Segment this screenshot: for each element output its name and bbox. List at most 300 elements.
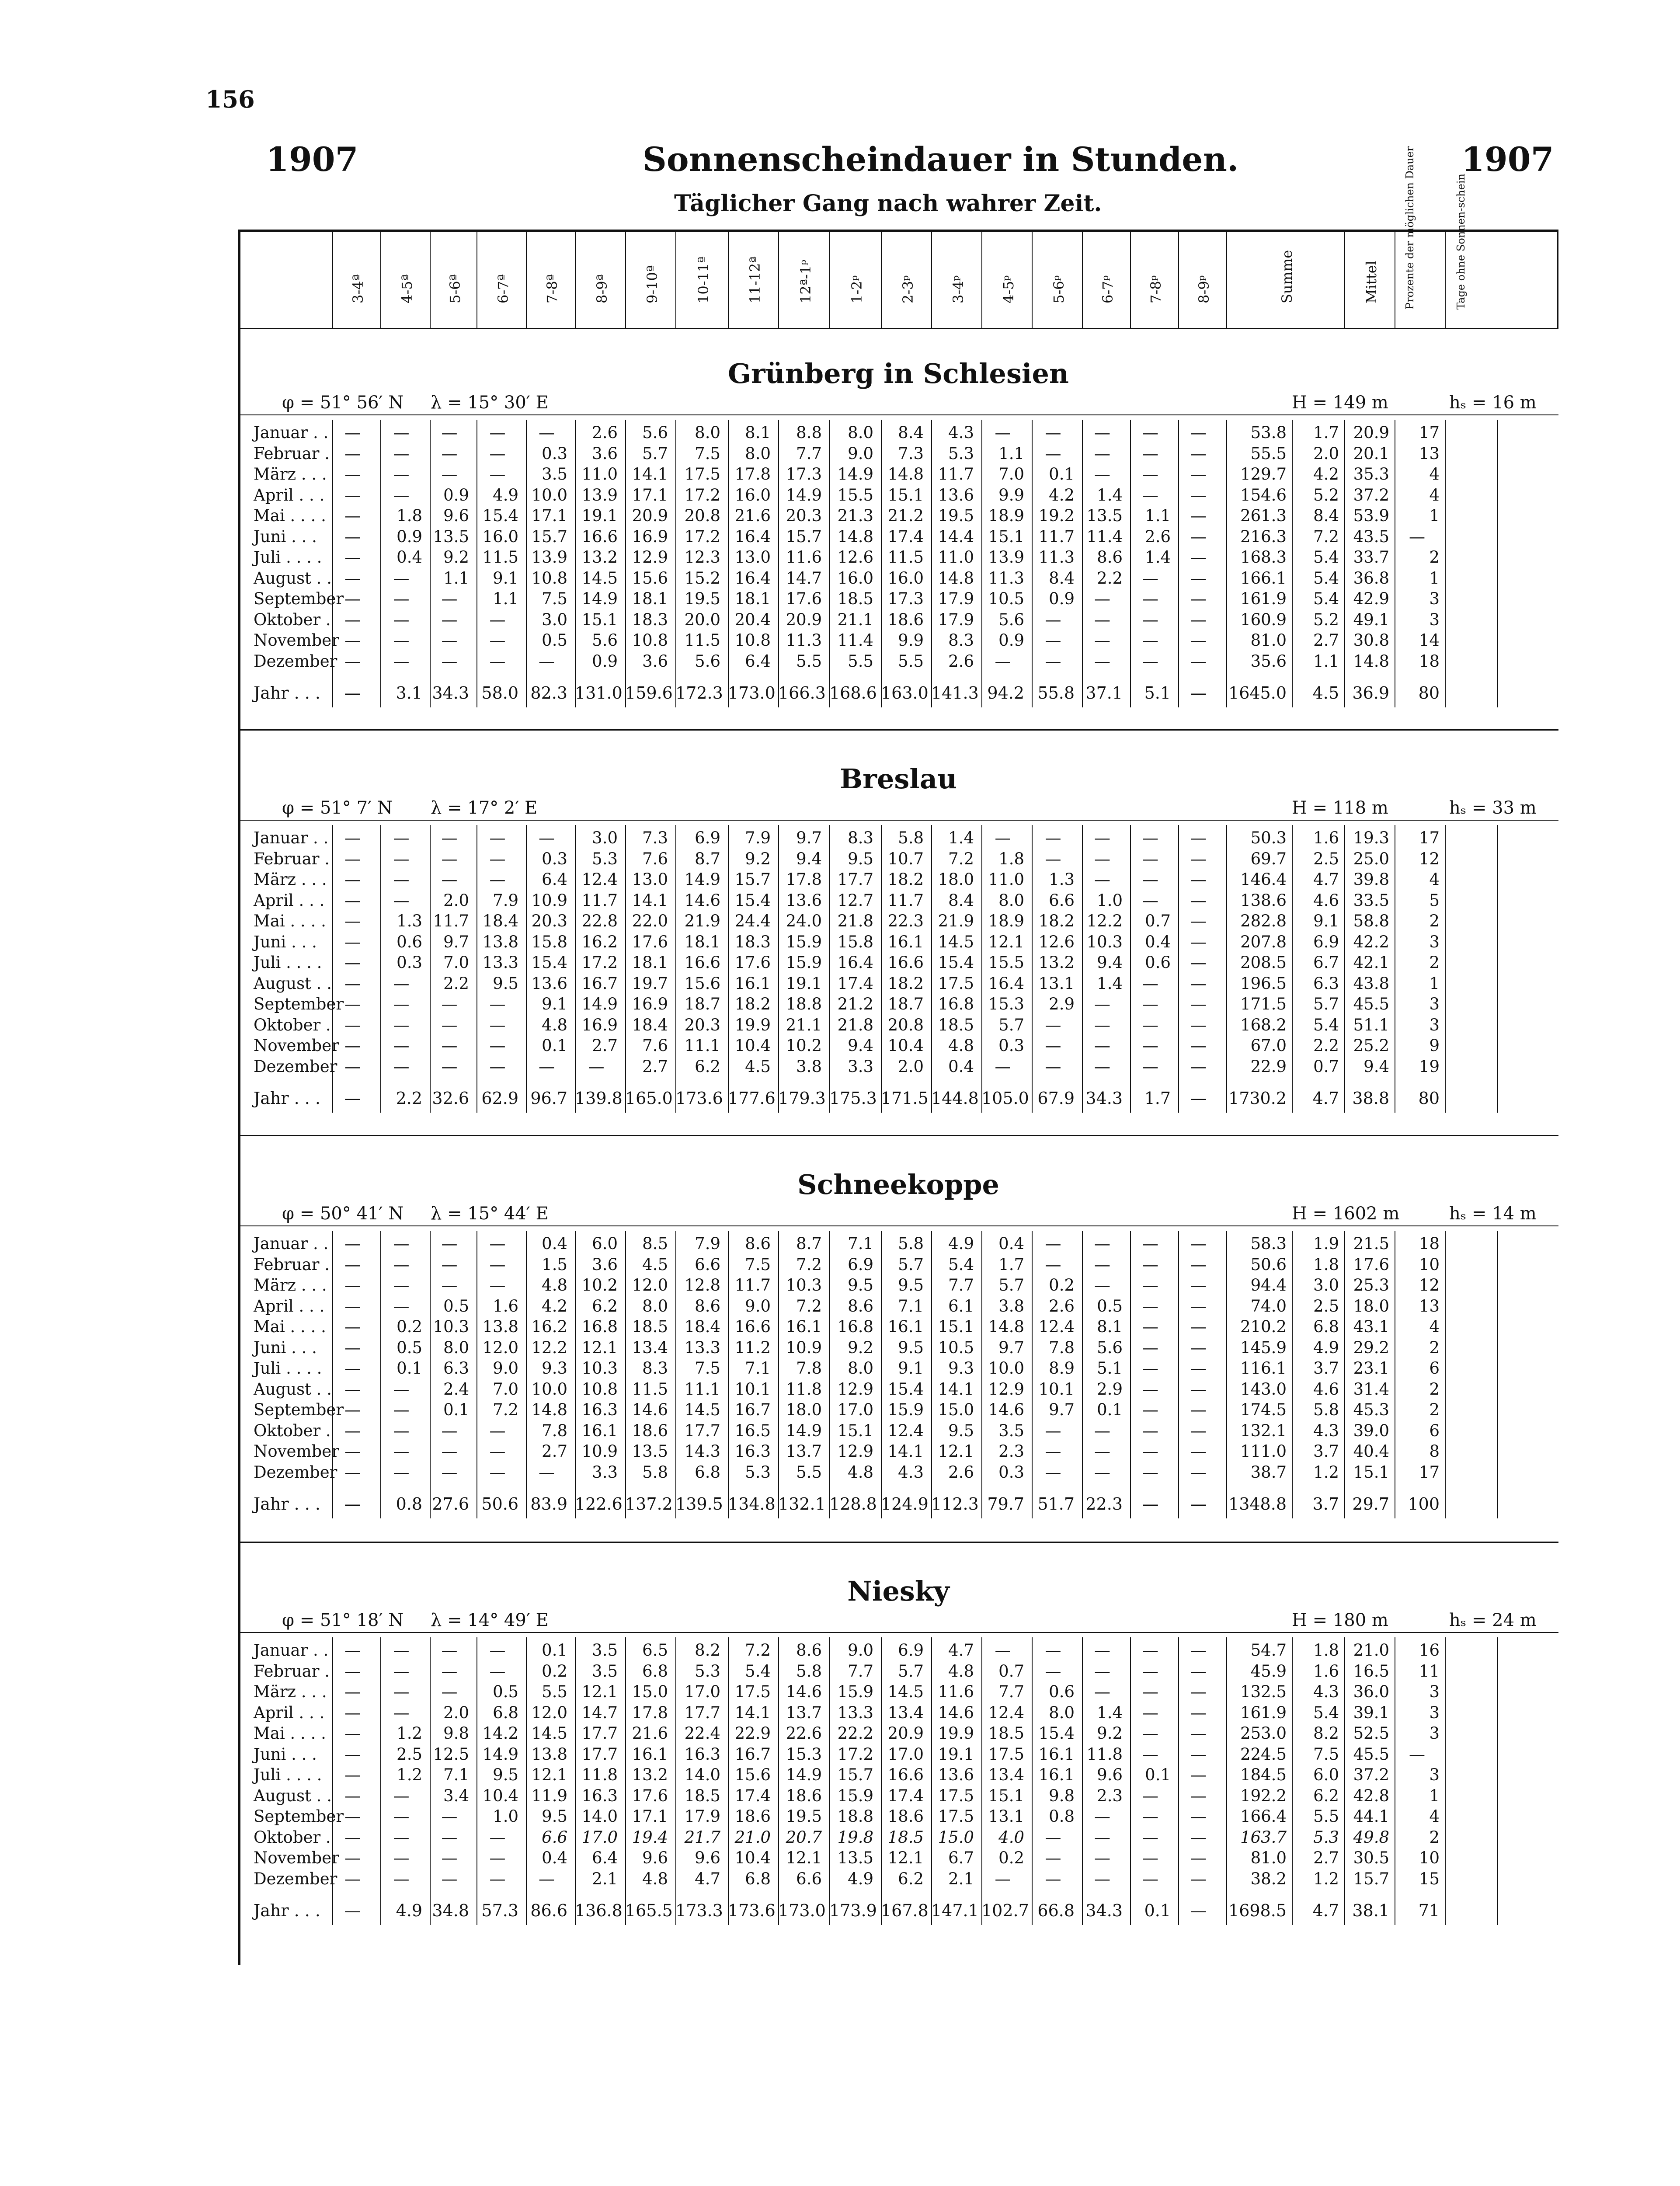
cell-value: 1.0 — [1097, 891, 1123, 910]
month-row — [238, 953, 1558, 974]
cell-value: — — [344, 548, 361, 567]
cell-value: 51.7 — [1037, 1494, 1075, 1514]
cell-value: 16.0 — [837, 568, 873, 588]
cell-value: 7.1 — [898, 1296, 924, 1316]
cell-value: — — [1142, 1379, 1158, 1399]
cell-value: 15.0 — [938, 1400, 974, 1419]
cell-value: — — [1190, 891, 1207, 910]
cell-value: 10.0 — [531, 485, 567, 505]
cell-value: 161.9 — [1240, 1703, 1287, 1722]
cell-value: 8.6 — [745, 1234, 771, 1253]
row-label: Juli . . . . — [254, 548, 322, 567]
row-label: Juni . . . — [254, 1744, 317, 1764]
cell-value: — — [344, 1786, 361, 1805]
cell-value: 14.8 — [887, 465, 924, 484]
cell-value: 5.8 — [898, 828, 924, 847]
cell-value: 4.9 — [1313, 1338, 1339, 1357]
cell-value: 9.5 — [948, 1421, 974, 1440]
cell-value: — — [1190, 1703, 1207, 1722]
cell-value: 17.6 — [632, 1786, 668, 1805]
cell-value: 5.8 — [1313, 1400, 1339, 1419]
cell-value: 21.8 — [837, 912, 873, 930]
cell-value: — — [1142, 631, 1158, 650]
cell-value: 8.6 — [796, 1641, 822, 1660]
cell-value: — — [1094, 1036, 1110, 1055]
cell-value: 50.3 — [1250, 828, 1287, 847]
cell-value: 13.7 — [786, 1703, 822, 1722]
row-label: April . . . — [254, 485, 325, 505]
cell-value: 16.6 — [887, 953, 924, 972]
row-label: Januar . . — [254, 1234, 329, 1253]
cell-value: — — [393, 485, 410, 505]
cell-value: 174.5 — [1240, 1400, 1287, 1419]
cell-value: — — [441, 465, 458, 484]
cell-value: 6.2 — [1313, 1786, 1339, 1805]
column-header-label: 1-2ᵖ — [849, 275, 865, 303]
cell-value: — — [393, 849, 410, 868]
cell-value: 4.7 — [1313, 870, 1339, 889]
cell-value: 8.2 — [1313, 1724, 1339, 1743]
cell-value: 14.0 — [684, 1765, 720, 1784]
cell-value: 179.3 — [778, 1089, 826, 1108]
cell-value: 19.9 — [734, 1015, 771, 1034]
cell-value: 18.1 — [632, 953, 668, 972]
cell-value: — — [344, 568, 361, 588]
cell-value: 21.2 — [887, 506, 924, 525]
cell-value: 6.8 — [642, 1661, 668, 1681]
month-row — [238, 1036, 1558, 1057]
cell-value: 17.0 — [684, 1682, 720, 1701]
cell-value: 14.2 — [482, 1724, 518, 1743]
month-row — [238, 1421, 1558, 1442]
cell-value: — — [1142, 1276, 1158, 1295]
cell-value: 14.1 — [734, 1703, 771, 1722]
month-row — [238, 1828, 1558, 1848]
cell-value: 16.0 — [734, 485, 771, 505]
cell-value: 66.8 — [1037, 1901, 1075, 1920]
cell-value: — — [1142, 828, 1158, 847]
cell-value: 134.8 — [728, 1494, 776, 1514]
cell-value: — — [1142, 1661, 1158, 1681]
cell-value: — — [393, 651, 410, 671]
cell-value: 15.9 — [786, 932, 822, 951]
cell-value: 20.4 — [734, 610, 771, 629]
latitude: φ = 51° 56′ N — [282, 393, 404, 413]
cell-value: 7.2 — [1313, 527, 1339, 546]
cell-value: 171.5 — [1240, 995, 1287, 1013]
cell-value: 18.8 — [786, 995, 822, 1013]
cell-value: 29.2 — [1353, 1338, 1389, 1357]
cell-value: 94.4 — [1250, 1276, 1287, 1295]
cell-value: — — [489, 465, 506, 484]
cell-value: — — [344, 1057, 361, 1076]
cell-value: 5.5 — [1313, 1807, 1339, 1826]
cell-value: 5.7 — [642, 444, 668, 463]
row-label: Februar . — [254, 849, 330, 868]
cell-value: — — [995, 1057, 1011, 1076]
cell-value: 2 — [1429, 1338, 1440, 1357]
cell-value: — — [489, 444, 506, 463]
cell-value: — — [1094, 1255, 1110, 1274]
cell-value: 10.3 — [1086, 932, 1123, 951]
sensor-height: hₛ = 33 m — [1449, 798, 1537, 818]
cell-value: 17.8 — [786, 870, 822, 889]
cell-value: — — [539, 651, 555, 671]
cell-value: — — [1142, 849, 1158, 868]
cell-value: — — [344, 974, 361, 993]
cell-value: — — [489, 1848, 506, 1867]
cell-value: 0.5 — [1097, 1296, 1123, 1316]
cell-value: — — [393, 1234, 410, 1253]
cell-value: 9.7 — [443, 932, 469, 951]
cell-value: 36.8 — [1353, 568, 1389, 588]
cell-value: — — [1045, 631, 1061, 650]
annual-total-row — [238, 1494, 1558, 1515]
cell-value: 112.3 — [931, 1494, 979, 1514]
month-row — [238, 828, 1558, 849]
cell-value: 1.7 — [1144, 1089, 1171, 1108]
cell-value: 16.7 — [734, 1400, 771, 1419]
cell-value: 11.3 — [786, 631, 822, 650]
cell-value: — — [1142, 1421, 1158, 1440]
cell-value: 58.3 — [1250, 1234, 1287, 1253]
cell-value: — — [344, 444, 361, 463]
row-label: Jahr . . . — [254, 1494, 321, 1514]
cell-value: — — [344, 1869, 361, 1888]
cell-value: 16.0 — [482, 527, 518, 546]
row-label: Juli . . . . — [254, 1359, 322, 1378]
cell-value: 69.7 — [1250, 849, 1287, 868]
cell-value: 14.9 — [581, 995, 618, 1013]
cell-value: 0.3 — [998, 1036, 1024, 1055]
cell-value: 16.0 — [887, 568, 924, 588]
cell-value: 9.1 — [898, 1359, 924, 1378]
cell-value: — — [1045, 828, 1061, 847]
cell-value: 1698.5 — [1228, 1901, 1287, 1920]
cell-value: 14.8 — [988, 1317, 1024, 1336]
row-label: März . . . — [254, 1276, 327, 1295]
cell-value: 15 — [1419, 1869, 1440, 1888]
cell-value: 2.7 — [592, 1036, 618, 1055]
cell-value: 22.2 — [837, 1724, 873, 1743]
month-row — [238, 1016, 1558, 1036]
cell-value: 18 — [1419, 1234, 1440, 1253]
cell-value: 1730.2 — [1228, 1089, 1287, 1108]
cell-value: 8.4 — [948, 891, 974, 910]
cell-value: 13.3 — [684, 1338, 720, 1357]
cell-value: 17.6 — [632, 932, 668, 951]
station-title: Grünberg in Schlesien — [728, 358, 1069, 390]
month-row — [238, 589, 1558, 610]
row-label: Oktober . — [254, 1015, 331, 1034]
cell-value: 17.5 — [938, 1786, 974, 1805]
cell-value: 14.0 — [581, 1807, 618, 1826]
cell-value: — — [539, 423, 555, 442]
cell-value: — — [344, 1089, 361, 1108]
cell-value: 171.5 — [881, 1089, 929, 1108]
row-label: Juni . . . — [254, 932, 317, 951]
cell-value: — — [1190, 527, 1207, 546]
cell-value: — — [441, 1421, 458, 1440]
row-label: November — [254, 631, 339, 650]
cell-value: 18.2 — [1038, 912, 1075, 930]
cell-value: 14 — [1419, 631, 1440, 650]
cell-value: 261.3 — [1240, 506, 1287, 525]
cell-value: 208.5 — [1240, 953, 1287, 972]
cell-value: — — [441, 1255, 458, 1274]
cell-value: 17.5 — [734, 1682, 771, 1701]
row-label: Jahr . . . — [254, 1901, 321, 1920]
cell-value: 12 — [1419, 849, 1440, 868]
cell-value: 18.0 — [786, 1400, 822, 1419]
cell-value: 9.4 — [1097, 953, 1123, 972]
month-row — [238, 870, 1558, 891]
cell-value: 175.3 — [829, 1089, 877, 1108]
cell-value: — — [344, 1807, 361, 1826]
cell-value: 11.7 — [734, 1276, 771, 1295]
column-header — [430, 232, 477, 328]
cell-value: 3 — [1429, 1015, 1440, 1034]
station-title: Schneekoppe — [797, 1169, 1000, 1201]
month-row — [238, 1807, 1558, 1827]
cell-value: — — [1190, 1276, 1207, 1295]
cell-value: 15.4 — [1038, 1724, 1075, 1743]
cell-value: — — [1045, 444, 1061, 463]
cell-value: 6.3 — [443, 1359, 469, 1378]
column-header-label: 6-7ᵖ — [1099, 275, 1116, 303]
cell-value: 11.4 — [837, 631, 873, 650]
cell-value: 12.4 — [988, 1703, 1024, 1722]
cell-value: 9.5 — [493, 1765, 518, 1784]
cell-value: 19.2 — [1038, 506, 1075, 525]
cell-value: 18.4 — [684, 1317, 720, 1336]
cell-value: — — [393, 1036, 410, 1055]
cell-value: — — [489, 1462, 506, 1482]
column-header — [575, 232, 625, 328]
cell-value: 9.5 — [898, 1276, 924, 1295]
cell-value: 6.7 — [948, 1848, 974, 1867]
cell-value: 0.3 — [998, 1462, 1024, 1482]
cell-value: 1.7 — [1313, 423, 1339, 442]
cell-value: — — [1190, 932, 1207, 951]
cell-value: 12 — [1419, 1276, 1440, 1295]
cell-value: 4 — [1429, 1807, 1440, 1826]
cell-value: 6.3 — [1313, 974, 1339, 993]
cell-value: 6.5 — [642, 1641, 668, 1660]
cell-value: 14.5 — [887, 1682, 924, 1701]
cell-value: — — [1094, 1848, 1110, 1867]
row-label: Jahr . . . — [254, 683, 321, 703]
cell-value: — — [489, 870, 506, 889]
cell-value: 45.5 — [1353, 995, 1389, 1013]
cell-value: 17.6 — [786, 589, 822, 608]
cell-value: 3 — [1429, 589, 1440, 608]
cell-value: 1.4 — [1097, 485, 1123, 505]
cell-value: 10.3 — [786, 1276, 822, 1295]
cell-value: 9.8 — [1049, 1786, 1075, 1805]
cell-value: — — [441, 444, 458, 463]
column-header — [625, 232, 675, 328]
cell-value: 3 — [1429, 932, 1440, 951]
cell-value: 196.5 — [1240, 974, 1287, 993]
row-label: Oktober . — [254, 1827, 331, 1847]
cell-value: — — [489, 1661, 506, 1681]
cell-value: 7.5 — [695, 1359, 720, 1378]
cell-value: 8.3 — [642, 1359, 668, 1378]
cell-value: — — [441, 995, 458, 1013]
cell-value: 8.1 — [745, 423, 771, 442]
cell-value: 8.0 — [695, 423, 720, 442]
cell-value: — — [1045, 1057, 1061, 1076]
cell-value: 6.0 — [592, 1234, 618, 1253]
cell-value: — — [1142, 1682, 1158, 1701]
cell-value: 16.8 — [938, 995, 974, 1013]
cell-value: 22.9 — [734, 1724, 771, 1743]
cell-value: 141.3 — [931, 683, 979, 703]
column-header-label: 9-10ª — [643, 265, 661, 303]
cell-value: — — [1190, 1255, 1207, 1274]
column-header-label: 4-5ᵖ — [1000, 275, 1017, 303]
cell-value: 11.5 — [684, 631, 720, 650]
cell-value: 5.4 — [1313, 568, 1339, 588]
column-header-label: 8-9ᵖ — [1196, 275, 1212, 303]
cell-value: 3.7 — [1313, 1359, 1339, 1378]
cell-value: 18.6 — [786, 1786, 822, 1805]
cell-value: 17.7 — [581, 1724, 618, 1743]
cell-value: 6.9 — [695, 828, 720, 847]
cell-value: 18.5 — [938, 1015, 974, 1034]
cell-value: 19.3 — [1353, 828, 1389, 847]
cell-value: 16.9 — [632, 995, 668, 1013]
cell-value: 10.7 — [887, 849, 924, 868]
cell-value: — — [344, 995, 361, 1013]
cell-value: 210.2 — [1240, 1317, 1287, 1336]
cell-value: 13.2 — [1038, 953, 1075, 972]
cell-value: — — [1142, 1255, 1158, 1274]
cell-value: 4.6 — [1313, 891, 1339, 910]
annual-total-row — [238, 683, 1558, 704]
cell-value: 0.9 — [397, 527, 422, 546]
cell-value: 8.4 — [1049, 568, 1075, 588]
month-row — [238, 1338, 1558, 1359]
cell-value: 40.4 — [1353, 1442, 1389, 1461]
cell-value: 45.3 — [1353, 1400, 1389, 1419]
cell-value: 0.8 — [1049, 1807, 1075, 1826]
month-row — [238, 506, 1558, 527]
cell-value: 10.9 — [581, 1442, 618, 1461]
cell-value: 11.0 — [581, 465, 618, 484]
cell-value: 136.8 — [575, 1901, 623, 1920]
cell-value: 5.4 — [1313, 1015, 1339, 1034]
month-row — [238, 486, 1558, 506]
cell-value: 21.9 — [938, 912, 974, 930]
cell-value: 3.3 — [592, 1462, 618, 1482]
cell-value: 8.8 — [796, 423, 822, 442]
cell-value: 17.0 — [887, 1744, 924, 1764]
cell-value: 139.8 — [575, 1089, 623, 1108]
cell-value: 2.9 — [1097, 1379, 1123, 1399]
column-header-label: 4-5ª — [398, 274, 415, 303]
cell-value: 1.4 — [1097, 1703, 1123, 1722]
cell-value: — — [489, 1015, 506, 1034]
cell-value: 14.9 — [684, 870, 720, 889]
cell-value: — — [489, 1869, 506, 1888]
cell-value: 17.2 — [837, 1744, 873, 1764]
cell-value: 15.7 — [734, 870, 771, 889]
cell-value: 12.1 — [938, 1442, 974, 1461]
cell-value: 5.7 — [998, 1015, 1024, 1034]
cell-value: — — [441, 1682, 458, 1701]
row-label: September — [254, 589, 344, 608]
month-row — [238, 1380, 1558, 1400]
cell-value: 2.0 — [898, 1057, 924, 1076]
cell-value: 4.5 — [1312, 683, 1339, 703]
cell-value: — — [344, 1744, 361, 1764]
cell-value: — — [1094, 589, 1110, 608]
cell-value: 2 — [1429, 1827, 1440, 1847]
cell-value: 1.8 — [397, 506, 422, 525]
cell-value: 17.5 — [938, 1807, 974, 1826]
cell-value: 5.4 — [1313, 1703, 1339, 1722]
cell-value: 17.8 — [734, 465, 771, 484]
cell-value: 1.2 — [1313, 1869, 1339, 1888]
cell-value: 1.1 — [998, 444, 1024, 463]
cell-value: 5.6 — [998, 610, 1024, 629]
cell-value: — — [1190, 849, 1207, 868]
cell-value: 8.4 — [1313, 506, 1339, 525]
cell-value: — — [1142, 1744, 1158, 1764]
cell-value: — — [1190, 870, 1207, 889]
cell-value: — — [1094, 1015, 1110, 1034]
cell-value: 2.2 — [1097, 568, 1123, 588]
cell-value: 62.9 — [481, 1089, 518, 1108]
cell-value: 96.7 — [530, 1089, 567, 1108]
cell-value: 16.2 — [531, 1317, 567, 1336]
cell-value: 81.0 — [1250, 631, 1287, 650]
cell-value: 5.5 — [848, 651, 873, 671]
cell-value: 0.1 — [443, 1400, 469, 1419]
cell-value: — — [393, 1276, 410, 1295]
cell-value: — — [1142, 1869, 1158, 1888]
cell-value: 7.7 — [948, 1276, 974, 1295]
column-header-label: Prozente der möglichen Dauer — [1403, 146, 1416, 310]
cell-value: 7.8 — [542, 1421, 567, 1440]
cell-value: 11.7 — [887, 891, 924, 910]
cell-value: — — [1045, 1015, 1061, 1034]
cell-value: — — [344, 891, 361, 910]
cell-value: 7.2 — [796, 1255, 822, 1274]
cell-value: 6.2 — [695, 1057, 720, 1076]
cell-value: 81.0 — [1250, 1848, 1287, 1867]
cell-value: — — [441, 651, 458, 671]
cell-value: — — [393, 1255, 410, 1274]
cell-value: — — [1190, 1641, 1207, 1660]
cell-value: 12.4 — [887, 1421, 924, 1440]
cell-value: 13.4 — [988, 1765, 1024, 1784]
month-row — [238, 1786, 1558, 1807]
cell-value: 1.3 — [397, 912, 422, 930]
cell-value: 18.3 — [632, 610, 668, 629]
cell-value: 22.3 — [887, 912, 924, 930]
cell-value: 34.3 — [1085, 1901, 1123, 1920]
cell-value: 1.1 — [1145, 506, 1171, 525]
cell-value: — — [489, 631, 506, 650]
cell-value: 163.0 — [881, 683, 929, 703]
cell-value: 7.5 — [695, 444, 720, 463]
cell-value: 18.4 — [632, 1015, 668, 1034]
cell-value: — — [1190, 631, 1207, 650]
cell-value: 6 — [1429, 1359, 1440, 1378]
